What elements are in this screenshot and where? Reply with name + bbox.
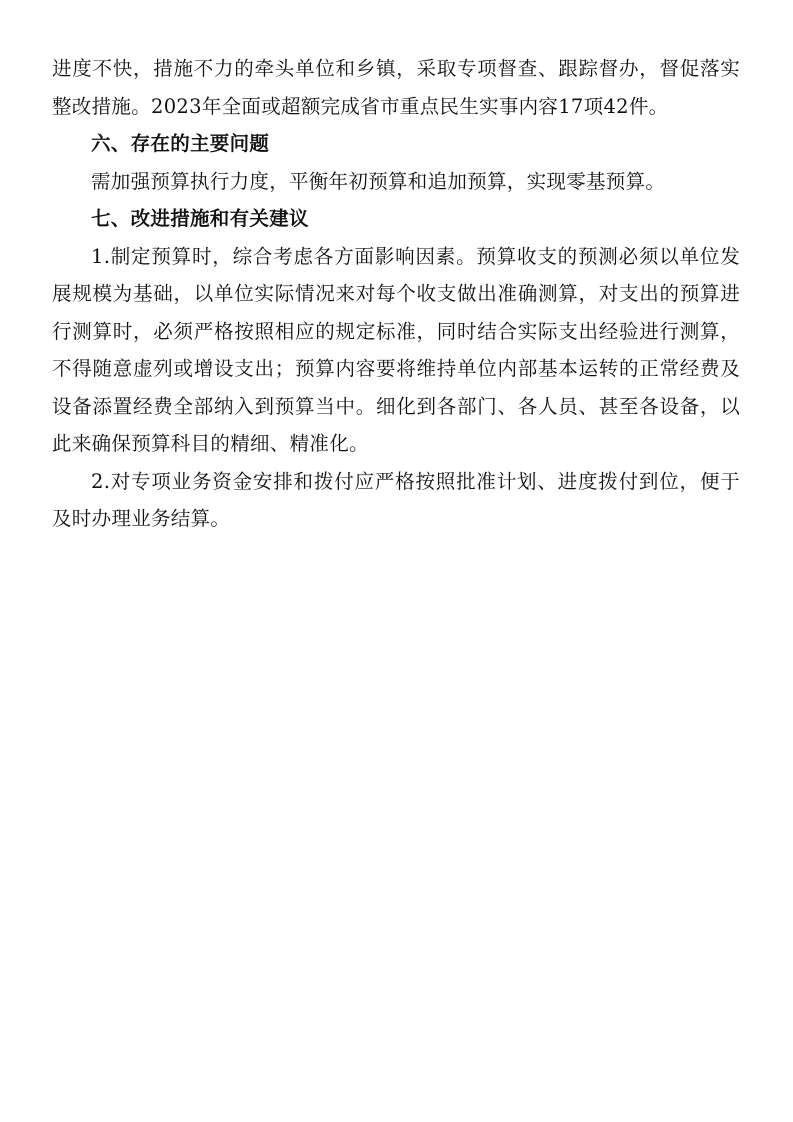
body-paragraph-problems: 需加强预算执行力度，平衡年初预算和追加预算，实现零基预算。 bbox=[91, 169, 666, 193]
section-heading-problems: 六、存在的主要问题 bbox=[91, 132, 270, 155]
section-heading-measures: 七、改进措施和有关建议 bbox=[91, 207, 309, 230]
document-page bbox=[52, 50, 740, 538]
body-paragraph-continuation: 进度不快，措施不力的牵头单位和乡镇，采取专项督查、跟踪督办，督促落实整改措施。2023年全面或超额完成省市重点民生实事内容17项42件。 bbox=[52, 57, 740, 118]
body-paragraph-measure-1: 1.制定预算时，综合考虑各方面影响因素。预算收支的预测必须以单位发展规模为基础，以单位实际情况来对每个收支做出准确测算，对支出的预算进行测算时，必须严格按照相应的规定标准，同时结合实际支出经验进行测算，不得随意虚列或增设支出；预算内容要将维持单位内部基本运转的正常经费及设备添置经费全部纳入到预算当中。细化到各部门、各人员、甚至各设备，以此来确保预算科目的精细、精准化。 bbox=[52, 244, 740, 455]
body-paragraph-measure-2: 2.对专项业务资金安排和拨付应严格按照批准计划、进度拨付到位，便于及时办理业务结算。 bbox=[52, 469, 740, 530]
